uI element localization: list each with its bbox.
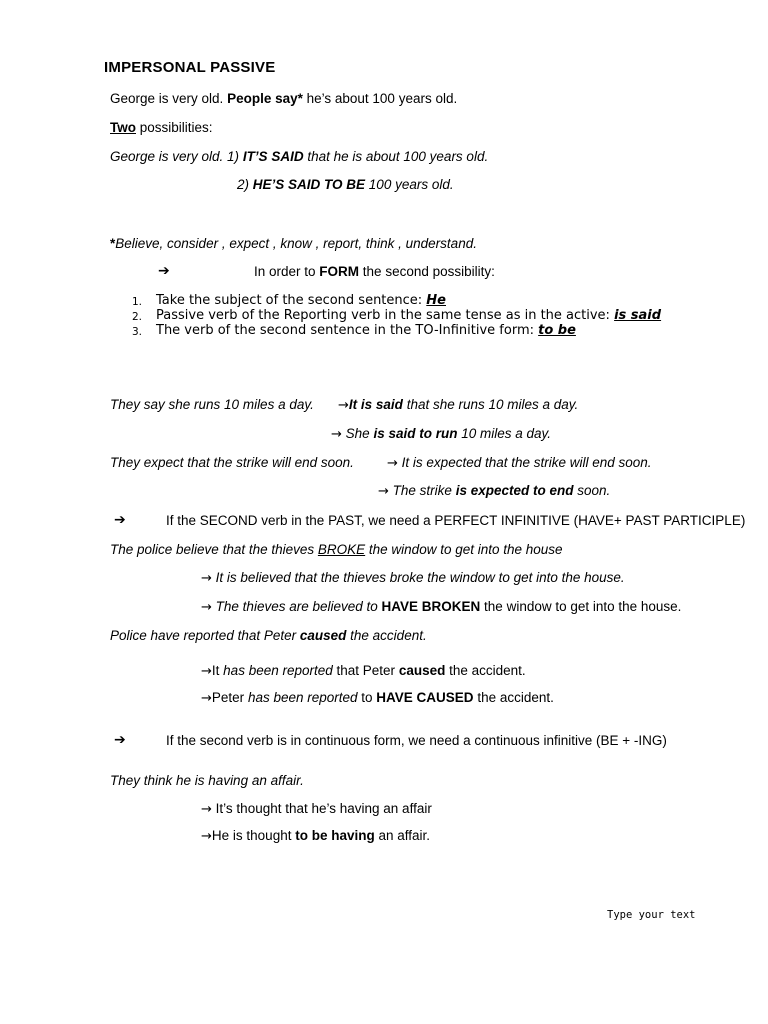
bold-arrow-icon: ➔	[114, 512, 126, 528]
example-5-text: He is thought	[211, 828, 296, 843]
step-number: 3.	[132, 326, 143, 338]
arrow-icon: →	[201, 600, 212, 615]
example-3-emphasis: BROKE	[317, 542, 366, 557]
possibilities-text: possibilities:	[136, 120, 213, 135]
example-5-text-end: an affair.	[374, 828, 431, 843]
possibility-1-text: George is very old. 1)	[110, 149, 243, 164]
page-title: IMPERSONAL PASSIVE	[104, 59, 276, 76]
possibility-1-emphasis: IT’S SAID	[242, 149, 304, 164]
form-note-emphasis: FORM	[319, 264, 360, 279]
arrow-icon: →	[201, 664, 212, 679]
step-item	[156, 293, 446, 309]
example-4-text: that Peter	[332, 663, 399, 678]
example-2-text: The strike	[392, 483, 456, 498]
step-text: Take the subject of the second sentence:	[156, 293, 427, 308]
example-4-text-end: the accident.	[346, 628, 427, 643]
step-answer: is said	[614, 308, 662, 323]
example-2-source-text: They expect that the strike will end soon.	[110, 455, 354, 470]
example-5-source-text: They think he is having an affair.	[110, 773, 304, 788]
two-label: Two	[110, 120, 136, 135]
form-note	[254, 264, 495, 280]
example-4-italic: has been reported	[223, 663, 333, 678]
example-4-text: to	[357, 690, 377, 705]
example-4-emphasis: caused	[398, 663, 446, 678]
possibility-2	[237, 177, 454, 193]
possibilities-label	[110, 120, 213, 136]
example-2-text-end: soon.	[573, 483, 611, 498]
example-1-text: that she runs 10 miles a day.	[402, 397, 579, 412]
example-2-emphasis: is expected to end	[455, 483, 574, 498]
arrow-icon: →	[201, 571, 212, 586]
example-4-italic: has been reported	[247, 690, 358, 705]
verbs-text: Believe, consider , expect , know , report, think , understand.	[115, 236, 477, 251]
arrow-icon: →	[201, 691, 212, 706]
intro-sentence	[110, 91, 457, 107]
form-note-row	[158, 263, 170, 279]
example-3-text-end: the window to get into the house.	[480, 599, 682, 614]
example-4-emphasis: caused	[299, 628, 347, 643]
arrow-icon: →	[331, 427, 342, 442]
asterisk: *	[110, 236, 116, 251]
example-3-emphasis: HAVE BROKEN	[381, 599, 481, 614]
example-4-text-end: the accident.	[473, 690, 554, 705]
footer-text[interactable]: Type your text	[607, 909, 696, 921]
rule-cont-row	[114, 732, 126, 748]
example-4-text-end: the accident.	[445, 663, 526, 678]
intro-text-end: he’s about 100 years old.	[302, 91, 458, 106]
example-4-text: Peter	[211, 690, 248, 705]
reporting-verbs-list	[110, 236, 477, 252]
step-number: 1.	[132, 296, 143, 308]
possibility-2-end: 100 years old.	[365, 177, 454, 192]
example-1-source: They say she runs 10 miles a day.	[110, 397, 314, 412]
example-3-source	[110, 542, 563, 558]
intro-text: George is very old.	[110, 91, 228, 106]
example-5-source	[110, 773, 304, 789]
intro-emphasis: People say*	[227, 91, 303, 106]
bold-arrow-icon: ➔	[114, 732, 126, 748]
example-1-emphasis: It is said	[348, 397, 403, 412]
arrow-icon: →	[378, 484, 389, 499]
example-2-transform-1	[387, 455, 652, 472]
step-text: The verb of the second sentence in the TO-Infinitive form:	[156, 323, 539, 338]
rule-continuous: If the second verb is in continuous form, we need a continuous infinitive (BE + -ING)	[166, 733, 667, 748]
example-2-text: It is expected that the strike will end soon.	[401, 455, 652, 470]
example-3-text: The thieves are believed to	[215, 599, 382, 614]
possibility-2-text: 2)	[237, 177, 253, 192]
example-4-text: It	[211, 663, 224, 678]
arrow-icon: →	[338, 398, 349, 413]
example-1-emphasis: is said to run	[373, 426, 458, 441]
step-answer: He	[426, 293, 446, 308]
example-5-transform-2	[201, 828, 430, 845]
example-5-transform-1	[201, 801, 432, 818]
step-text: Passive verb of the Reporting verb in the same tense as in the active:	[156, 308, 615, 323]
possibility-1-end: that he is about 100 years old.	[303, 149, 489, 164]
rule-past: If the SECOND verb in the PAST, we need a PERFECT INFINITIVE (HAVE+ PAST PARTICIPLE)	[166, 513, 746, 528]
example-4-transform-2	[201, 690, 554, 707]
possibility-1	[110, 149, 488, 165]
example-5-text: It’s thought that he’s having an affair	[215, 801, 432, 816]
example-3-text: The police believe that the thieves	[110, 542, 318, 557]
arrow-icon: →	[201, 829, 212, 844]
step-number: 2.	[132, 311, 143, 323]
example-1-transform-1	[338, 397, 578, 414]
bold-arrow-icon: ➔	[158, 263, 170, 279]
example-4-text: Police have reported that Peter	[110, 628, 300, 643]
example-3-text: It is believed that the thieves broke the window to get into the house.	[215, 570, 625, 585]
example-4-source	[110, 628, 427, 644]
example-2-transform-2	[378, 483, 610, 500]
example-3-transform-2	[201, 599, 681, 616]
example-1-transform-2	[331, 426, 551, 443]
arrow-icon: →	[387, 456, 398, 471]
example-1-text: She	[345, 426, 374, 441]
example-4-emphasis: HAVE CAUSED	[376, 690, 474, 705]
rule-past-row	[114, 512, 126, 528]
example-2-source	[110, 455, 354, 471]
example-3-text-end: the window to get into the house	[365, 542, 563, 557]
example-1-text-end: 10 miles a day.	[457, 426, 552, 441]
possibility-2-emphasis: HE’S SAID TO BE	[252, 177, 366, 192]
arrow-icon: →	[201, 802, 212, 817]
step-item	[156, 323, 576, 339]
example-3-transform-1	[201, 570, 625, 587]
form-note-end: the second possibility:	[359, 264, 495, 279]
example-4-transform-1	[201, 663, 526, 680]
example-5-emphasis: to be having	[295, 828, 375, 843]
form-note-text: In order to	[254, 264, 320, 279]
step-item	[156, 308, 661, 324]
step-answer: to be	[538, 323, 576, 338]
